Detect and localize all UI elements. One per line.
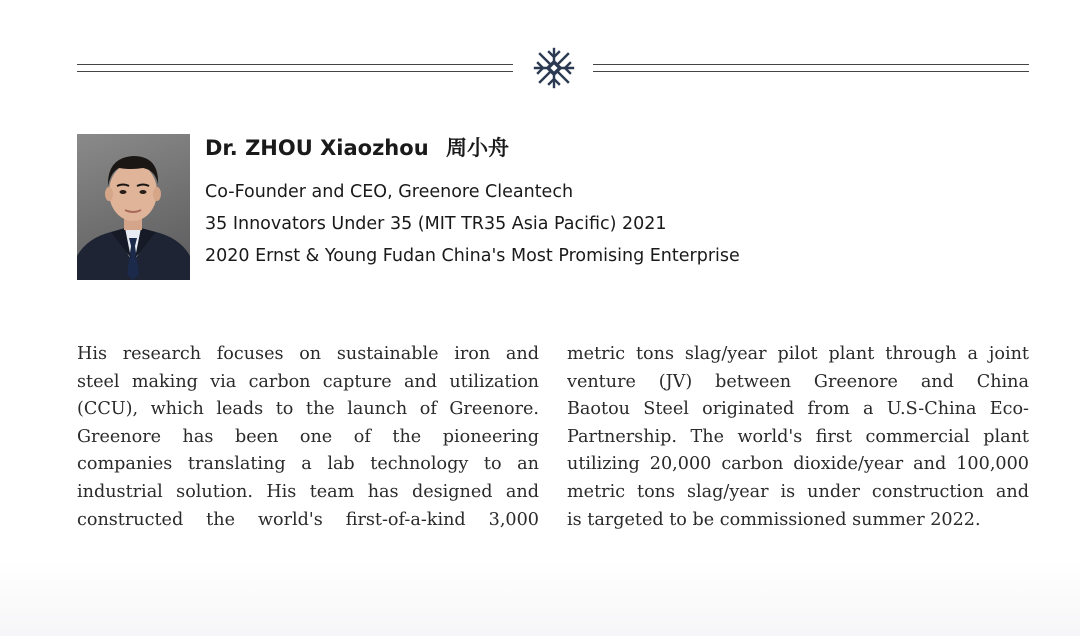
profile-title-line: 35 Innovators Under 35 (MIT TR35 Asia Pacific) 2021 [205,214,667,234]
bio-line: Partnership. The world's first commercial plant [567,426,1029,447]
profile-titles [205,176,740,272]
section-divider [0,44,1080,94]
snowflake-ornament-icon [532,46,576,90]
bio-line: (CCU), which leads to the launch of Greenore. [77,399,539,420]
profile-title-line: 2020 Ernst & Young Fudan China's Most Promising Enterprise [205,246,740,266]
bio-line: Baotou Steel originated from a U.S-China Eco- [567,399,1029,420]
profile-title-line: Co-Founder and CEO, Greenore Cleantech [205,182,574,202]
bio-line: is targeted to be commissioned summer 2022. [567,509,981,530]
bio-line: companies translating a lab technology to an [77,454,539,475]
profile-name-en: Dr. ZHOU Xiaozhou [205,136,429,160]
bio-line: venture (JV) between Greenore and China [567,371,1029,392]
divider-line-right [593,64,1029,72]
bio-column-left [77,341,539,534]
bio-line: utilizing 20,000 carbon dioxide/year and 100,000 [567,454,1029,475]
bio-line: metric tons slag/year is under construction and [567,481,1029,502]
bio-line: constructed the world's first-of-a-kind 3,000 [77,509,539,530]
bio-line: Greenore has been one of the pioneering [77,426,539,447]
bio-line: His research focuses on sustainable iron and [77,344,539,364]
divider-line-left [77,64,513,72]
bio-line: steel making via carbon capture and utilization [77,371,539,392]
portrait-photo [77,134,190,280]
profile-name [205,132,509,162]
bio-column-right [567,341,1029,534]
bio-line: industrial solution. His team has designed and [77,481,539,502]
bio-line: metric tons slag/year pilot plant through a joint [567,344,1029,364]
profile-name-cn: 周小舟 [445,136,509,160]
